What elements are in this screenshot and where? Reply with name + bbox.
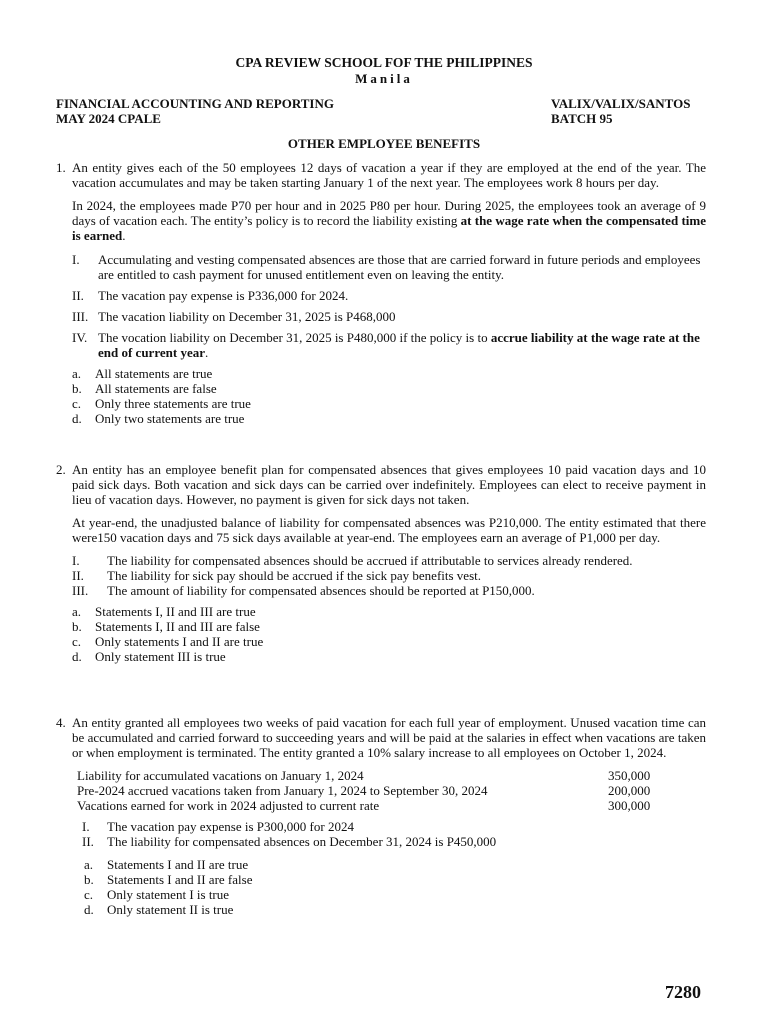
choice-list [72,366,706,426]
choice-text: Only statements I and II are true [95,634,264,649]
choice-letter: c. [72,396,82,411]
statement [82,819,706,834]
choice-a [84,857,706,872]
course-info [56,96,334,126]
choice-a [72,604,706,619]
school-name: CPA REVIEW SCHOOL FOF THE PHILIPPINES [235,55,533,70]
statement [72,330,706,360]
row-amount: 200,000 [608,783,651,798]
batch-label: BATCH 95 [551,111,613,126]
statement-text: The liability for compensated absences should be accrued if attributable to services already rendered. [107,553,633,568]
choice-text: Statements I and II are true [107,857,249,872]
choice-d [84,902,706,917]
statement-text: The amount of liability for compensated absences should be reported at P150,000. [107,583,535,598]
choice-letter: a. [72,366,82,381]
choice-letter: c. [72,634,82,649]
choice-text: All statements are true [95,366,213,381]
statement-text: The vacation pay expense is P300,000 for 2024 [107,819,354,834]
statement [72,583,706,598]
choice-letter: d. [84,902,94,917]
choice-list [72,604,706,664]
row-description: Vacations earned for work in 2024 adjusted to current rate [77,798,380,813]
choice-letter: b. [72,619,82,634]
choice-text: Only statement III is true [95,649,226,664]
question-text: An entity granted all employees two weeks of paid vacation for each full year of employment. Unused vacation time can be accumulated and carried forward to succeeding years and will be paid at the salaries in effect when vacations are taken or when employment is terminated. The entity granted a 10% salary increase to all employees on October 1, 2024. [72,715,706,760]
choice-letter: b. [72,381,82,396]
paragraph-text: In 2024, the employees made P70 per hour and in 2025 P80 per hour. During 2025, the employees took an average of 9 days of vacation each. The entity’s policy is to record the liability existing [72,198,706,228]
choice-text: Only two statements are true [95,411,245,426]
question-paragraph: At year-end, the unadjusted balance of liability for compensated absences was P210,000. The entity estimated that there were150 vacation days and 75 sick days available at year-end. The employees earn an average of P1,000 per day. [72,515,706,545]
subject-title: FINANCIAL ACCOUNTING AND REPORTING [56,96,334,111]
row-amount: 350,000 [608,768,651,783]
statement-numeral: II. [72,288,84,303]
paragraph-emphasis: at the wage rate when the compensated time is earned [72,213,707,243]
statement-text-part: The vocation liability on December 31, 2025 is P480,000 if the policy is to [98,330,491,345]
question-2 [56,462,706,664]
statement-list [56,553,706,598]
choice-list [84,857,706,917]
question-paragraph [72,198,706,243]
table-row [77,798,706,813]
question-number: 1. [56,160,66,175]
choice-c [72,396,706,411]
statement-emphasis: accrue liability at the wage rate at the end of current year [98,330,700,360]
statement [72,568,706,583]
paragraph-end: . [122,228,126,243]
table-row [77,783,706,798]
statement-numeral: I. [82,819,90,834]
exam-label: MAY 2024 CPALE [56,111,161,126]
choice-text: All statements are false [95,381,217,396]
statement-text: The vacation liability on December 31, 2025 is P468,000 [98,309,396,324]
statement [72,288,706,303]
statement [72,553,706,568]
choice-text: Only three statements are true [95,396,251,411]
choice-text: Only statement I is true [107,887,230,902]
statement-text: The vacation pay expense is P336,000 for 2024. [98,288,349,303]
statement-list [56,819,706,849]
question-text: An entity has an employee benefit plan for compensated absences that gives employees 10 paid vacation days and 10 paid sick days. Both vacation and sick days can be carried over indefinitely. Employees can elect to receive payment in lieu of vacation days. However, no payment is given for sick days not taken. [72,462,706,507]
authors: VALIX/VALIX/SANTOS [551,96,691,111]
statement-numeral: I. [72,252,80,267]
question-1 [56,160,706,426]
choice-letter: b. [84,872,94,887]
choice-letter: a. [72,604,82,619]
question-number: 4. [56,715,66,730]
question-number: 2. [56,462,66,477]
row-description: Liability for accumulated vacations on January 1, 2024 [77,768,364,783]
choice-a [72,366,706,381]
choice-b [84,872,706,887]
statement-list [56,252,706,360]
statement [72,309,706,324]
choice-b [72,381,706,396]
choice-letter: c. [84,887,94,902]
choice-d [72,649,706,664]
statement [72,252,706,282]
row-description: Pre-2024 accrued vacations taken from January 1, 2024 to September 30, 2024 [77,783,488,798]
author-info [551,96,690,126]
choice-letter: a. [84,857,94,872]
vacation-table [77,768,706,813]
statement-text-end: . [204,345,209,360]
choice-c [72,634,706,649]
choice-text: Statements I, II and III are false [95,619,260,634]
table-row [77,768,706,783]
choice-b [72,619,706,634]
choice-text: Statements I, II and III are true [95,604,256,619]
statement-numeral: III. [72,309,89,324]
statement [82,834,706,849]
question-4 [56,715,706,917]
choice-c [84,887,706,902]
page-number: 7280 [665,982,701,1002]
row-amount: 300,000 [608,798,651,813]
statement-text: The liability for sick pay should be accrued if the sick pay benefits vest. [107,568,481,583]
statement-numeral: III. [72,583,89,598]
statement-numeral: II. [72,568,84,583]
statement-text [98,330,706,360]
statement-numeral: IV. [72,330,88,345]
choice-d [72,411,706,426]
choice-letter: d. [72,649,82,664]
choice-letter: d. [72,411,82,426]
question-text: An entity gives each of the 50 employees 12 days of vacation a year if they are employed at the end of the year. The vacation accumulates and may be taken starting January 1 of the next year. The employees work 8 hours per day. [72,160,706,190]
school-city: Manila [355,71,413,86]
statement-text: The liability for compensated absences on December 31, 2024 is P450,000 [107,834,497,849]
statement-text: Accumulating and vesting compensated absences are those that are carried forward in future periods and employees are entitled to cash payment for unused entitlement even on leaving the entity. [98,252,701,282]
statement-numeral: I. [72,553,80,568]
choice-text: Statements I and II are false [107,872,253,887]
statement-numeral: II. [82,834,94,849]
choice-text: Only statement II is true [107,902,234,917]
topic-title: OTHER EMPLOYEE BENEFITS [287,136,481,151]
